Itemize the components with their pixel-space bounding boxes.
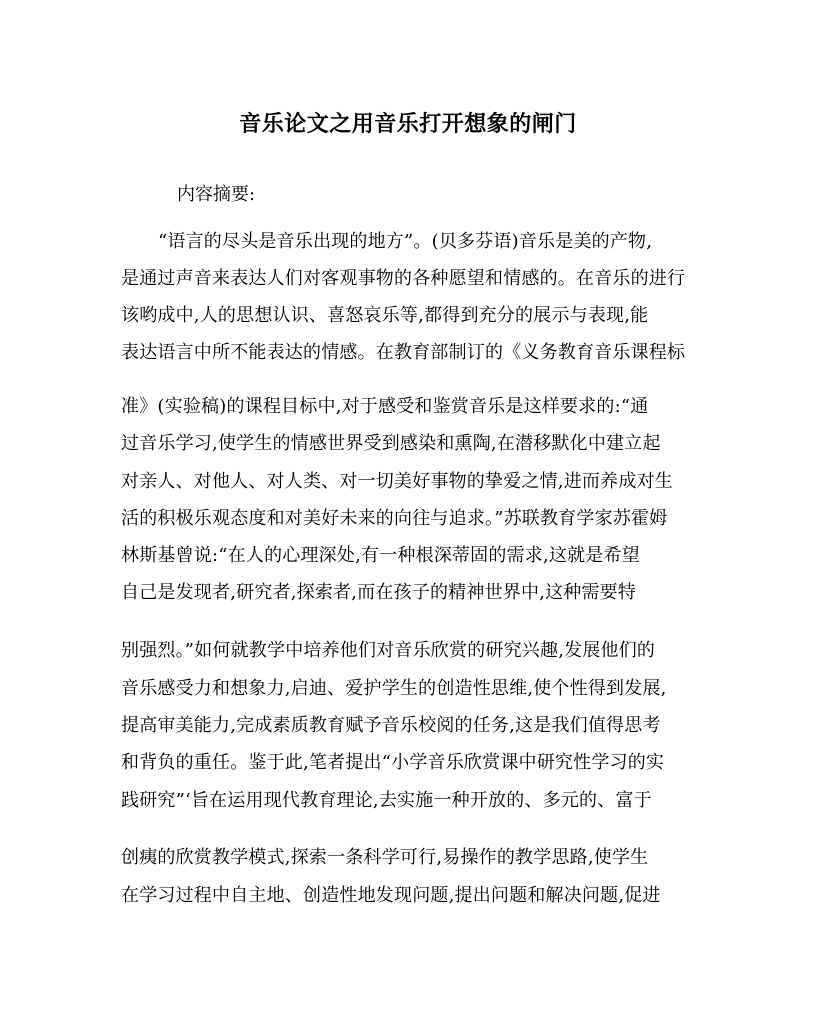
body-line: 准》(实验稿)的课程目标中,对于感受和鉴赏音乐是这样要求的:“通 <box>121 396 649 417</box>
body-line: 别强烈。”如何就教学中培养他们对音乐欣赏的研究兴趣,发展他们的 <box>121 640 656 661</box>
body-line: 表达语言中所不能表达的情感。在教育部制订的《义务教育音乐课程标 <box>121 342 686 363</box>
body-line: 林斯基曾说:“在人的心理深处,有一种根深蒂固的需求,这就是希望 <box>121 545 640 566</box>
body-line: 音乐感受力和想象力,启迪、爱护学生的创造性思维,使个性得到发展, <box>121 678 667 699</box>
body-line: 是通过声音来表达人们对客观事物的各种愿望和情感的。在音乐的进行 <box>121 268 686 289</box>
body-line: 践研究”‘旨在运用现代教育理论,去实施一种开放的、多元的、富于 <box>121 790 652 811</box>
body-line: “语言的尽头是音乐出现的地方”。(贝多芬语)音乐是美的产物, <box>158 231 653 252</box>
body-line: 自己是发现者,研究者,探索者,而在孩子的精神世界中,这种需要特 <box>121 582 637 603</box>
body-line: 在学习过程中自主地、创造性地发现问题,提出问题和解决问题,促进 <box>121 885 661 906</box>
body-line: 该哟成中,人的思想认识、喜怒哀乐等,都得到充分的展示与表现,能 <box>121 305 649 326</box>
body-line: 创痍的欣赏教学模式,探索一条科学可行,易操作的教学思路,使学生 <box>121 847 649 868</box>
body-line: 对亲人、对他人、对人类、对一切美好事物的挚爱之情,进而养成对生 <box>121 471 673 492</box>
body-line: 提高审美能力,完成素质教育赋予音乐校阅的任务,这是我们值得思考 <box>121 715 661 736</box>
abstract-label: 内容摘要: <box>177 184 256 205</box>
body-line: 和背负的重任。鉴于此,笔者提出“小学音乐欣赏课中研究性学习的实 <box>121 752 665 773</box>
document-title: 音乐论文之用音乐打开想象的闸门 <box>239 111 577 137</box>
body-line: 活的积极乐观态度和对美好未来的向往与追求。”苏联教育学家苏霍姆 <box>121 508 668 529</box>
body-line: 过音乐学习,使学生的情感世界受到感染和熏陶,在潜移默化中建立起 <box>121 433 661 454</box>
